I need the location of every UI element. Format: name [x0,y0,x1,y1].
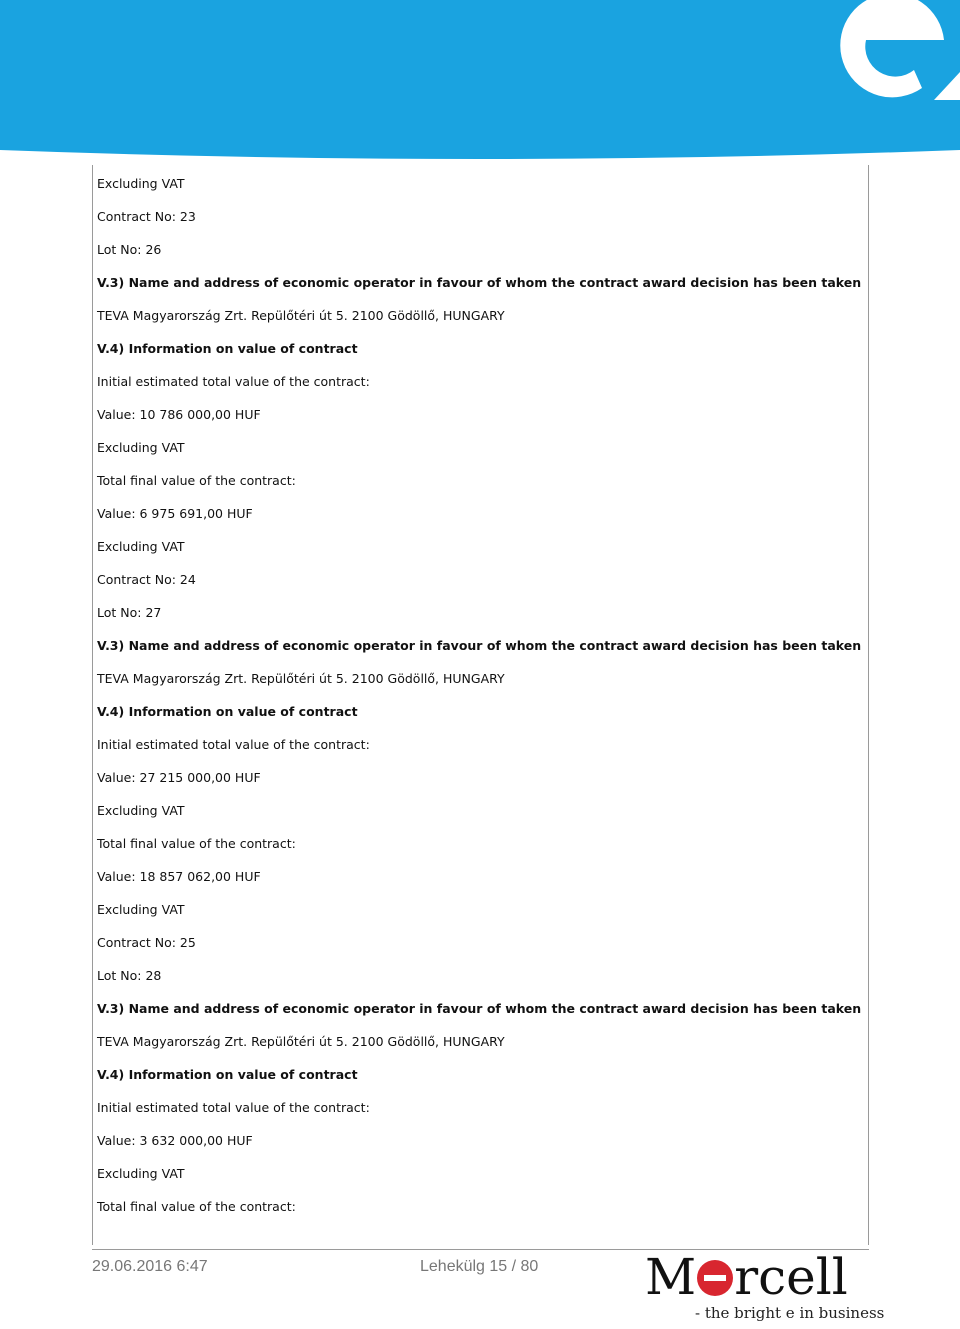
text-line: Lot No: 27 [97,605,162,620]
text-line: Lot No: 28 [97,968,162,983]
text-line: Excluding VAT [97,803,185,818]
section-heading: V.4) Information on value of contract [97,1067,358,1082]
text-line: Excluding VAT [97,440,185,455]
text-line: Contract No: 23 [97,209,196,224]
logo-text-start: M [645,1248,697,1306]
section-heading: V.3) Name and address of economic operator in favour of whom the contract award decision has been taken [97,638,862,653]
text-line: Contract No: 25 [97,935,196,950]
section-heading: V.4) Information on value of contract [97,704,358,719]
text-line: Contract No: 24 [97,572,196,587]
text-line: Initial estimated total value of the contract: [97,1100,370,1115]
footer-date: 29.06.2016 6:47 [92,1258,208,1275]
document-body [97,174,862,1230]
text-line: Total final value of the contract: [97,473,296,488]
header-banner [0,0,960,165]
logo-e-icon [697,1260,733,1296]
logo-text-end: rcell [734,1248,848,1306]
text-line: Excluding VAT [97,1166,185,1181]
footer-page-number: Lehekülg 15 / 80 [420,1258,539,1275]
text-line: Initial estimated total value of the contract: [97,374,370,389]
logo-tagline: - the bright e in business [695,1304,885,1322]
text-line: TEVA Magyarország Zrt. Repülőtéri út 5. 2100 Gödöllő, HUNGARY [97,1034,505,1049]
text-line: Excluding VAT [97,539,185,554]
text-line: Total final value of the contract: [97,1199,296,1214]
text-line: Value: 6 975 691,00 HUF [97,506,253,521]
section-heading: V.3) Name and address of economic operator in favour of whom the contract award decision has been taken [97,275,862,290]
text-line: Value: 18 857 062,00 HUF [97,869,261,884]
text-line: Excluding VAT [97,902,185,917]
text-line: TEVA Magyarország Zrt. Repülőtéri út 5. 2100 Gödöllő, HUNGARY [97,671,505,686]
text-line: TEVA Magyarország Zrt. Repülőtéri út 5. 2100 Gödöllő, HUNGARY [97,308,505,323]
text-line: Value: 10 786 000,00 HUF [97,407,261,422]
section-heading: V.4) Information on value of contract [97,341,358,356]
text-line: Initial estimated total value of the contract: [97,737,370,752]
text-line: Value: 27 215 000,00 HUF [97,770,261,785]
text-line: Excluding VAT [97,176,185,191]
section-heading: V.3) Name and address of economic operator in favour of whom the contract award decision has been taken [97,1001,862,1016]
text-line: Total final value of the contract: [97,836,296,851]
text-line: Lot No: 26 [97,242,162,257]
text-line: Value: 3 632 000,00 HUF [97,1133,253,1148]
marcell-logo [645,1248,885,1328]
